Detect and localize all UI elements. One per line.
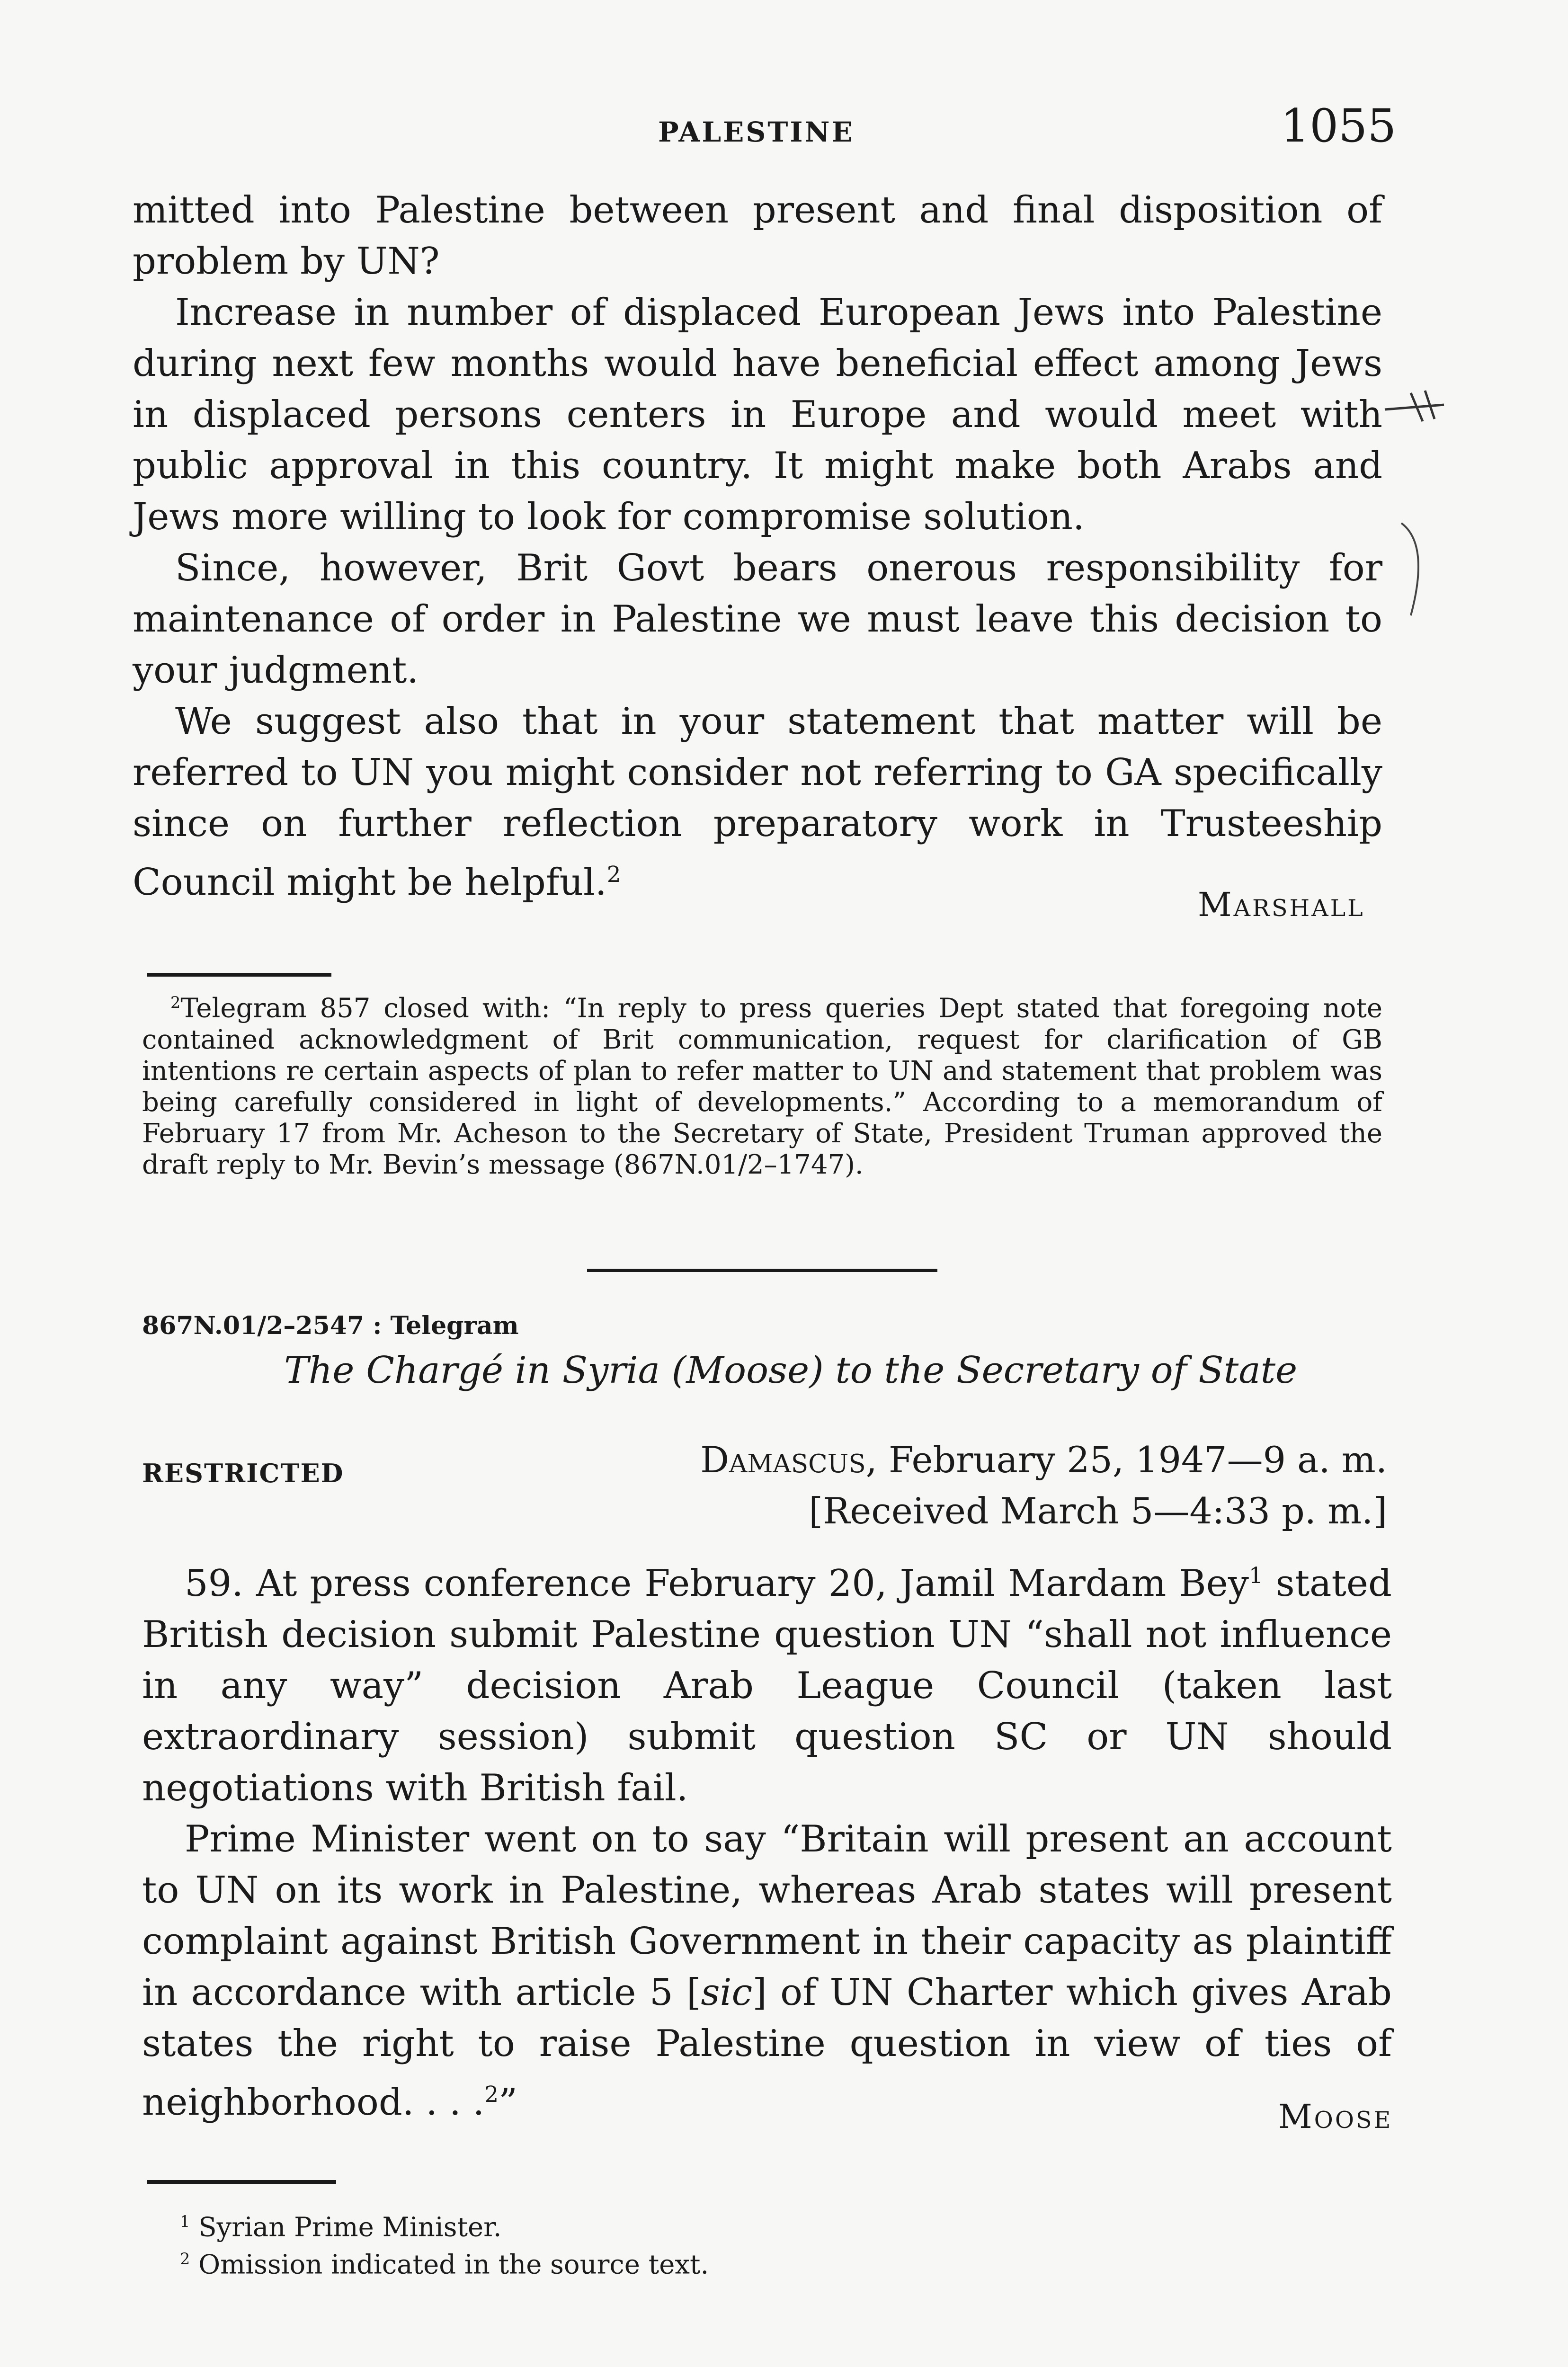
footnote-rule-2	[147, 2180, 336, 2184]
margin-mark-arrow	[1382, 383, 1449, 431]
doc1-paragraph-1: mitted into Palestine between present and final disposition of problem by UN?	[133, 189, 1382, 283]
doc2-file-reference: 867N.01/2–2547 : Telegram	[142, 1311, 519, 1340]
margin-mark-bracket	[1397, 521, 1434, 630]
doc2-paragraph-1-b: stated British decision submit Palestine question UN “shall not influence in any way” decision Arab League Council (taken last extraordinary session) submit question SC or UN should negotiations with British fail.	[142, 1562, 1392, 1809]
footnote-2	[142, 987, 1382, 1181]
dateline-date: , February 25, 1947—9 a. m.	[865, 1439, 1387, 1481]
doc2-classification: RESTRICTED	[142, 1458, 344, 1488]
doc2-paragraph-2-a: Prime Minister went on to say “Britain will present an account to UN on its work in Palestine, whereas Arab states will present complaint against British Government in their capacity as plaintiff in accordance with article 5 [	[142, 1818, 1392, 2014]
footnote-rule-1	[147, 973, 331, 977]
doc2-dateline	[615, 1434, 1387, 1537]
footnote-2b	[151, 2243, 1382, 2281]
dateline-place: Damascus	[700, 1439, 866, 1481]
footnote-ref-1: 1	[1248, 1563, 1263, 1589]
footnote-1-marker: 1	[180, 2212, 190, 2231]
sic-marker: sic	[701, 1971, 753, 2014]
page-header	[0, 99, 1568, 156]
footnote-2-text: Telegram 857 closed with: “In reply to press queries Dept stated that foregoing note contained acknowledgment of Brit communication, request for clarification of GB intentions re certain aspects of plan to refer matter to UN and statement that problem was being carefully considered in light of developments.” According to a memorandum of February 17 from Mr. Acheson to the Secretary of State, President Truman approved the draft reply to Mr. Bevin’s message (867N.01/2–1747).	[142, 993, 1382, 1180]
doc2-body	[142, 1550, 1392, 2128]
footnote-1-text: Syrian Prime Minister.	[198, 2212, 502, 2243]
doc1-footnotes	[142, 987, 1382, 1181]
doc2-paragraph-1-a: 59. At press conference February 20, Jamil Mardam Bey	[185, 1562, 1249, 1605]
doc2-paragraph-1	[142, 1550, 1392, 1814]
running-title: PALESTINE	[658, 116, 855, 148]
doc1-paragraph-2: Increase in number of displaced European Jews into Palestine during next few months would have beneficial effect among Jews in displaced persons centers in Europe and would meet with public approval in this country. It might make both Arabs and Jews more willing to look for compromise solution.	[133, 291, 1382, 538]
doc2-paragraph-2-b: ] of UN Charter which gives Arab states the right to raise Palestine question in view of ties of neighborhood. . . .	[142, 1971, 1392, 2124]
doc2-footnotes	[151, 2206, 1382, 2280]
dateline-line-1	[615, 1434, 1387, 1486]
doc2-paragraph-2	[142, 1814, 1392, 2128]
doc2-paragraph-2-end: ”	[499, 2081, 517, 2124]
doc1-body	[133, 185, 1382, 908]
footnote-2b-text: Omission indicated in the source text.	[198, 2249, 709, 2280]
footnote-2b-marker: 2	[180, 2249, 190, 2268]
footnote-1	[151, 2206, 1382, 2243]
doc2-title: The Chargé in Syria (Moose) to the Secretary of State	[284, 1349, 1298, 1392]
footnote-ref-2b: 2	[484, 2082, 499, 2108]
doc1-signature: Marshall	[1198, 885, 1365, 924]
doc1-paragraph-3: Since, however, Brit Govt bears onerous responsibility for maintenance of order in Palestine we must leave this decision to your judgment.	[133, 547, 1382, 692]
section-separator	[587, 1269, 937, 1272]
page-number: 1055	[1281, 99, 1397, 152]
footnote-2-marker: 2	[170, 993, 181, 1012]
received-line: [Received March 5—4:33 p. m.]	[809, 1490, 1387, 1532]
doc1-paragraph-4	[133, 696, 1382, 908]
doc2-signature: Moose	[1278, 2097, 1393, 2136]
footnote-ref-2: 2	[606, 862, 621, 888]
doc1-paragraph-4-text: We suggest also that in your statement that matter will be referred to UN you might consider not referring to GA specifically since on further reflection preparatory work in Trusteeship Council might be helpful.	[133, 700, 1382, 904]
